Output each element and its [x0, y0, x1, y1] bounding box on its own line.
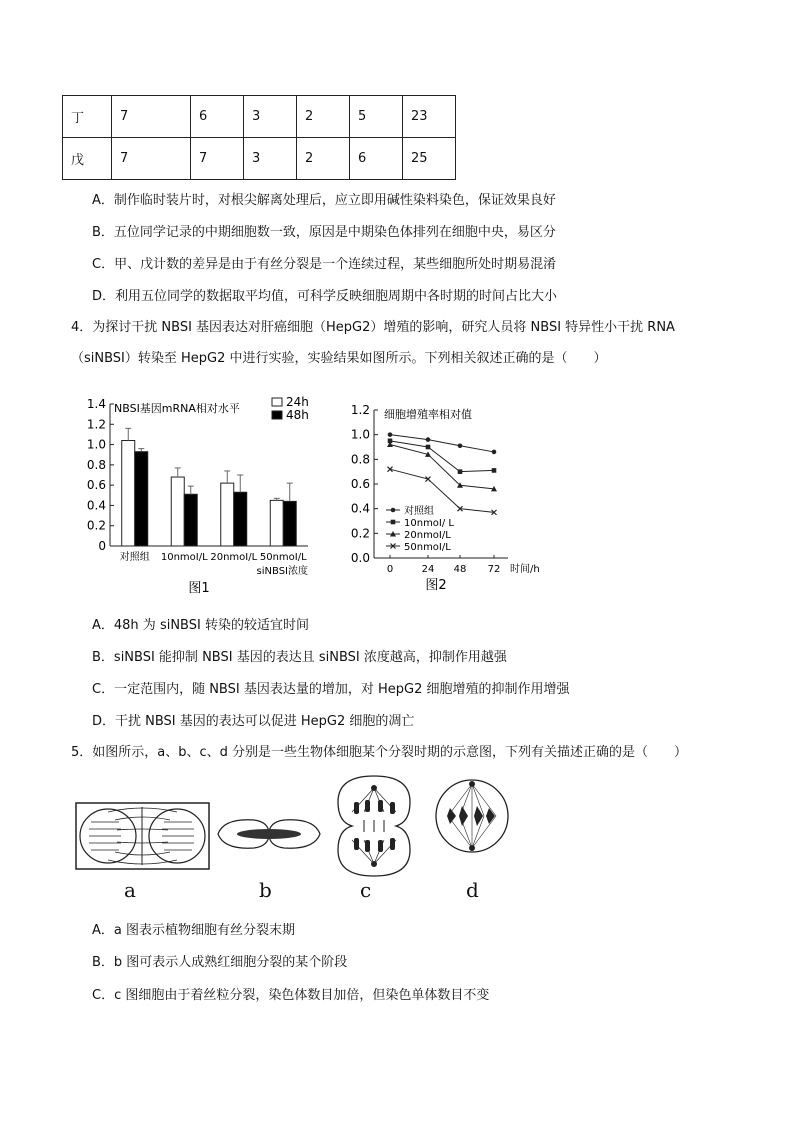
- legend-label: 50nmoI/L: [404, 542, 451, 553]
- x-axis-label: siNBSI浓度: [256, 566, 308, 577]
- bar: [171, 477, 184, 546]
- table-cell: 25: [403, 138, 456, 180]
- legend-label: 10nmoI/ L: [404, 518, 454, 529]
- y-tick-label: 0.0: [350, 551, 370, 565]
- legend-label: 20nmoI/L: [404, 530, 451, 541]
- y-tick-label: 0.4: [350, 501, 370, 516]
- cell-figure-a: [75, 802, 210, 870]
- x-tick-label: 对照组: [119, 552, 150, 563]
- table-cell: 6: [350, 138, 403, 180]
- bar: [283, 501, 296, 546]
- table-cell: 3: [244, 96, 297, 138]
- q4-option-b: B．siNBSI 能抑制 NBSI 基因的表达且 siNBSI 浓度越高，抑制作用越强: [92, 650, 507, 665]
- q3-option-a: A．制作临时装片时，对根尖解离处理后，应立即用碱性染料染色，保证效果良好: [92, 193, 556, 208]
- y-tick-label: 0.6: [86, 478, 106, 493]
- point: [388, 432, 393, 437]
- legend-label: 48h: [286, 408, 309, 422]
- table-row: [63, 138, 456, 180]
- y-tick-label: 0.2: [350, 526, 370, 541]
- q3-option-b: B．五位同学记录的中期细胞数一致，原因是中期染色体排列在细胞中央，易区分: [92, 225, 556, 240]
- y-tick-label: 1.2: [86, 417, 106, 432]
- series-line: [390, 441, 494, 472]
- q5-option-c: C．c 图细胞由于着丝粒分裂，染色体数目加倍，但染色单体数目不变: [92, 988, 490, 1003]
- bar: [270, 500, 283, 546]
- table-cell: 6: [191, 96, 244, 138]
- x-tick-label: 0: [386, 564, 394, 575]
- cell-figure-c: [334, 772, 414, 880]
- bar: [122, 441, 135, 546]
- legend-label: 对照组: [404, 506, 434, 517]
- series-line: [390, 445, 494, 489]
- figure2-line-chart: [340, 396, 555, 598]
- table-cell: 2: [297, 138, 350, 180]
- q4-option-a: A．48h 为 siNBSI 转染的较适宜时间: [92, 618, 309, 633]
- y-tick-label: 0.4: [86, 498, 106, 513]
- figure-caption: 图1: [188, 581, 210, 596]
- table-cell: 2: [297, 96, 350, 138]
- table-cell: 丁: [63, 96, 112, 138]
- bar: [135, 452, 148, 546]
- point: [458, 469, 463, 474]
- figure-label-a: a: [124, 878, 136, 902]
- legend-label: 24h: [286, 395, 309, 409]
- y-tick-label: 0.6: [350, 477, 370, 491]
- y-tick-label: 1.0: [350, 427, 370, 442]
- bar: [234, 492, 247, 546]
- cell-figure-d: [434, 778, 510, 854]
- table-cell: 7: [112, 96, 191, 138]
- table-cell: 23: [403, 96, 456, 138]
- table-row: [63, 96, 456, 138]
- data-table: [62, 95, 456, 180]
- point: [426, 445, 431, 450]
- legend-swatch: [272, 411, 282, 419]
- table-cell: 7: [191, 138, 244, 180]
- x-axis-label: 时间/h: [510, 564, 540, 575]
- point: [391, 508, 396, 513]
- y-tick-label: 0.8: [86, 457, 106, 472]
- q4-option-c: C．一定范围内，随 NBSI 基因表达量的增加，对 HepG2 细胞增殖的抑制作用增强: [92, 682, 570, 697]
- x-tick-label: 50nmoI/L: [259, 552, 307, 563]
- q3-option-c: C．甲、戊计数的差异是由于有丝分裂是一个连续过程，某些细胞所处时期易混淆: [92, 257, 557, 272]
- figure-caption: 图2: [425, 578, 447, 593]
- figure-label-d: d: [466, 878, 479, 902]
- point: [492, 450, 497, 455]
- table-cell: 3: [244, 138, 297, 180]
- x-tick-label: 72: [487, 564, 501, 575]
- q5-stem: 5．如图所示，a、b、c、d 分别是一些生物体细胞某个分裂时期的示意图，下列有关描述正确的是（ ）: [71, 745, 688, 760]
- bar: [221, 483, 234, 546]
- q5-option-a: A．a 图表示植物细胞有丝分裂末期: [92, 923, 295, 938]
- figure-label-b: b: [259, 878, 272, 902]
- figure-label-c: c: [360, 878, 372, 902]
- figure1-bar-chart: [70, 392, 320, 598]
- q4-stem-line1: 4．为探讨干扰 NBSI 基因表达对肝癌细胞（HepG2）增殖的影响，研究人员将 NBSI 特异性小干扰 RNA: [71, 320, 675, 335]
- table-cell: 7: [112, 138, 191, 180]
- x-tick-label: 10nmoI/L: [160, 552, 208, 563]
- q3-option-d: D．利用五位同学的数据取平均值，可科学反映细胞周期中各时期的时间占比大小: [92, 289, 558, 304]
- legend-swatch: [272, 398, 282, 406]
- x-tick-label: 20nmoI/L: [210, 552, 258, 563]
- table-cell: 戊: [63, 138, 112, 180]
- x-tick-label: 48: [453, 564, 467, 575]
- point: [391, 520, 396, 525]
- y-tick-label: 0.8: [350, 452, 370, 467]
- y-tick-label: 0.2: [86, 518, 106, 533]
- y-tick-label: 1.4: [86, 397, 106, 411]
- x-tick-label: 24: [421, 564, 435, 575]
- chart-title: 细胞增殖率相对值: [384, 408, 472, 421]
- q4-stem-line2: （siNBSI）转染至 HepG2 中进行实验，实验结果如图所示。下列相关叙述正确的是（ ）: [71, 351, 607, 366]
- point: [492, 468, 497, 473]
- y-tick-label: 1.0: [86, 437, 106, 452]
- q4-option-d: D．干扰 NBSI 基因的表达可以促进 HepG2 细胞的凋亡: [92, 714, 415, 729]
- point: [426, 437, 431, 442]
- point: [458, 443, 463, 448]
- y-tick-label: 1.2: [350, 403, 370, 417]
- chart-title: NBSI基因mRNA相对水平: [114, 402, 240, 415]
- bar: [184, 494, 197, 546]
- cell-figure-b: [214, 816, 324, 852]
- table-cell: 5: [350, 96, 403, 138]
- y-tick-label: 0: [98, 539, 106, 553]
- q5-option-b: B．b 图可表示人成熟红细胞分裂的某个阶段: [92, 955, 348, 970]
